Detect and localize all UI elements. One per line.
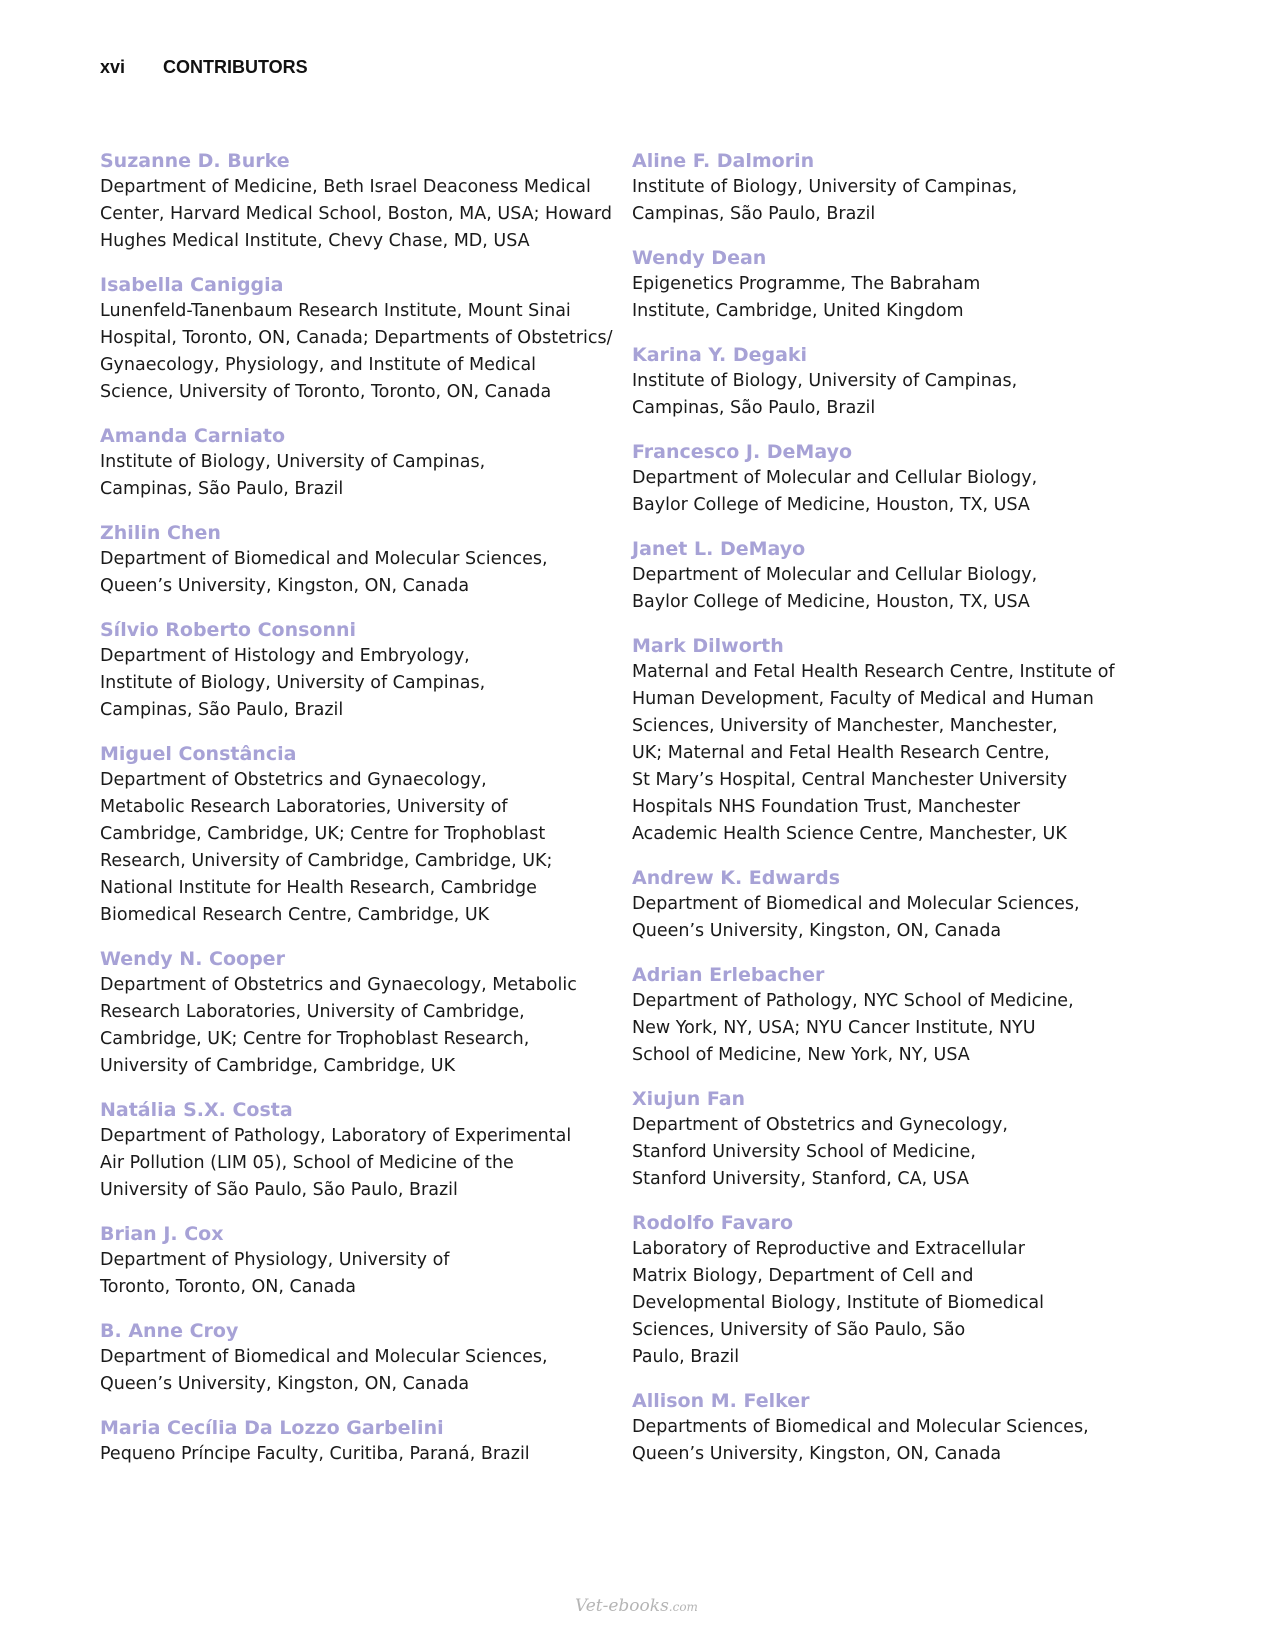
contributor-name: Francesco J. DeMayo bbox=[632, 441, 853, 463]
contributor-entry bbox=[100, 272, 620, 406]
contributor-entry bbox=[632, 439, 1152, 519]
watermark-suffix: .com bbox=[668, 1600, 698, 1614]
affiliation-line: Baylor College of Medicine, Houston, TX, USA bbox=[632, 495, 1030, 515]
affiliation-line: Cambridge, Cambridge, UK; Centre for Trophoblast bbox=[100, 824, 546, 844]
affiliation-line: Department of Pathology, Laboratory of Experimental bbox=[100, 1126, 572, 1146]
contributor-entry bbox=[100, 1318, 620, 1398]
affiliation-line: Department of Histology and Embryology, bbox=[100, 646, 470, 666]
affiliation-line: Campinas, São Paulo, Brazil bbox=[100, 700, 344, 720]
affiliation-line: Maternal and Fetal Health Research Centre, Institute of bbox=[632, 662, 1115, 682]
affiliation-line: Department of Obstetrics and Gynecology, bbox=[632, 1115, 1008, 1135]
affiliation-line: Baylor College of Medicine, Houston, TX, USA bbox=[632, 592, 1030, 612]
affiliation-line: Biomedical Research Centre, Cambridge, UK bbox=[100, 905, 490, 925]
contributor-name: Isabella Caniggia bbox=[100, 274, 284, 296]
affiliation-line: University of Cambridge, Cambridge, UK bbox=[100, 1056, 456, 1076]
contributor-entry bbox=[632, 1388, 1152, 1468]
contributor-entry bbox=[100, 423, 620, 503]
affiliation-line: Institute of Biology, University of Campinas, bbox=[632, 371, 1018, 391]
contributor-entry bbox=[632, 342, 1152, 422]
affiliation-line: Developmental Biology, Institute of Biomedical bbox=[632, 1293, 1044, 1313]
contributor-entry bbox=[100, 1221, 620, 1301]
contributor-name: Janet L. DeMayo bbox=[632, 538, 806, 560]
affiliation-line: Queen’s University, Kingston, ON, Canada bbox=[100, 1374, 470, 1394]
contributor-entry bbox=[100, 520, 620, 600]
affiliation-line: Hughes Medical Institute, Chevy Chase, MD, USA bbox=[100, 231, 530, 251]
contributor-entry bbox=[100, 617, 620, 724]
affiliation-line: Campinas, São Paulo, Brazil bbox=[632, 398, 876, 418]
affiliation-line: Hospitals NHS Foundation Trust, Manchester bbox=[632, 797, 1021, 817]
affiliation-line: Department of Biomedical and Molecular Sciences, bbox=[632, 894, 1080, 914]
contributor-name: Allison M. Felker bbox=[632, 1390, 810, 1412]
affiliation-line: Department of Biomedical and Molecular Sciences, bbox=[100, 1347, 548, 1367]
contributor-entry bbox=[100, 1415, 620, 1468]
affiliation-line: Air Pollution (LIM 05), School of Medicine of the bbox=[100, 1153, 514, 1173]
affiliation-line: Institute of Biology, University of Campinas, bbox=[100, 452, 486, 472]
affiliation-line: St Mary’s Hospital, Central Manchester University bbox=[632, 770, 1068, 790]
affiliation-line: Laboratory of Reproductive and Extracellular bbox=[632, 1239, 1025, 1259]
affiliation-line: Toronto, Toronto, ON, Canada bbox=[100, 1277, 357, 1297]
contributor-entry bbox=[632, 962, 1152, 1069]
contributor-entry bbox=[632, 245, 1152, 325]
contributor-entry bbox=[632, 536, 1152, 616]
affiliation-line: Sciences, University of Manchester, Manchester, bbox=[632, 716, 1058, 736]
affiliation-line: Paulo, Brazil bbox=[632, 1347, 740, 1367]
contributor-name: Sílvio Roberto Consonni bbox=[100, 619, 357, 641]
affiliation-line: National Institute for Health Research, Cambridge bbox=[100, 878, 537, 898]
affiliation-line: Gynaecology, Physiology, and Institute of Medical bbox=[100, 355, 537, 375]
contributor-name: Wendy N. Cooper bbox=[100, 948, 285, 970]
contributor-name: Mark Dilworth bbox=[632, 635, 784, 657]
contributor-entry bbox=[632, 865, 1152, 945]
contributor-name: Rodolfo Favaro bbox=[632, 1212, 794, 1234]
affiliation-line: Department of Biomedical and Molecular Sciences, bbox=[100, 549, 548, 569]
affiliation-line: Department of Molecular and Cellular Biology, bbox=[632, 468, 1038, 488]
contributor-entry bbox=[100, 1097, 620, 1204]
affiliation-line: Stanford University School of Medicine, bbox=[632, 1142, 976, 1162]
contributor-name: Karina Y. Degaki bbox=[632, 344, 808, 366]
affiliation-line: Hospital, Toronto, ON, Canada; Departments of Obstetrics/ bbox=[100, 328, 613, 348]
affiliation-line: Queen’s University, Kingston, ON, Canada bbox=[100, 576, 470, 596]
contributor-name: Andrew K. Edwards bbox=[632, 867, 841, 889]
page-number: xvi bbox=[100, 57, 126, 77]
affiliation-line: New York, NY, USA; NYU Cancer Institute, NYU bbox=[632, 1018, 1036, 1038]
contributor-name: Maria Cecília Da Lozzo Garbelini bbox=[100, 1417, 444, 1439]
affiliation-line: Department of Medicine, Beth Israel Deaconess Medical bbox=[100, 177, 591, 197]
affiliation-line: Queen’s University, Kingston, ON, Canada bbox=[632, 921, 1002, 941]
contributor-entry bbox=[632, 1210, 1152, 1371]
affiliation-line: Department of Obstetrics and Gynaecology, bbox=[100, 770, 487, 790]
contributor-name: Brian J. Cox bbox=[100, 1223, 224, 1245]
section-title: CONTRIBUTORS bbox=[163, 57, 308, 77]
affiliation-line: Center, Harvard Medical School, Boston, MA, USA; Howard bbox=[100, 204, 612, 224]
affiliation-line: Institute of Biology, University of Campinas, bbox=[100, 673, 486, 693]
contributor-entry bbox=[100, 148, 620, 255]
affiliation-line: Cambridge, UK; Centre for Trophoblast Research, bbox=[100, 1029, 530, 1049]
affiliation-line: Human Development, Faculty of Medical and Human bbox=[632, 689, 1094, 709]
contributor-entry bbox=[100, 741, 620, 929]
affiliation-line: Stanford University, Stanford, CA, USA bbox=[632, 1169, 969, 1189]
watermark-logo bbox=[575, 1596, 698, 1616]
contributor-name: Xiujun Fan bbox=[632, 1088, 746, 1110]
affiliation-line: Sciences, University of São Paulo, São bbox=[632, 1320, 966, 1340]
contributor-name: Suzanne D. Burke bbox=[100, 150, 290, 172]
affiliation-line: Campinas, São Paulo, Brazil bbox=[632, 204, 876, 224]
contributor-entry bbox=[632, 1086, 1152, 1193]
affiliation-line: Matrix Biology, Department of Cell and bbox=[632, 1266, 974, 1286]
affiliation-line: Department of Physiology, University of bbox=[100, 1250, 450, 1270]
contributor-entry bbox=[100, 946, 620, 1080]
affiliation-line: Institute of Biology, University of Campinas, bbox=[632, 177, 1018, 197]
affiliation-line: Metabolic Research Laboratories, University of bbox=[100, 797, 508, 817]
contributor-entry bbox=[632, 633, 1152, 848]
running-head bbox=[100, 57, 308, 78]
contributor-name: Amanda Carniato bbox=[100, 425, 286, 447]
affiliation-line: Department of Obstetrics and Gynaecology, Metabolic bbox=[100, 975, 577, 995]
affiliation-line: Institute, Cambridge, United Kingdom bbox=[632, 301, 964, 321]
affiliation-line: Research Laboratories, University of Cambridge, bbox=[100, 1002, 525, 1022]
contributor-name: Miguel Constância bbox=[100, 743, 297, 765]
affiliation-line: Departments of Biomedical and Molecular Sciences, bbox=[632, 1417, 1089, 1437]
affiliation-line: Science, University of Toronto, Toronto, ON, Canada bbox=[100, 382, 552, 402]
watermark-text: Vet-ebooks bbox=[575, 1596, 669, 1616]
contributors-column-right bbox=[632, 148, 1152, 1485]
contributor-name: Zhilin Chen bbox=[100, 522, 221, 544]
affiliation-line: School of Medicine, New York, NY, USA bbox=[632, 1045, 970, 1065]
affiliation-line: Pequeno Príncipe Faculty, Curitiba, Paraná, Brazil bbox=[100, 1444, 530, 1464]
affiliation-line: University of São Paulo, São Paulo, Brazil bbox=[100, 1180, 458, 1200]
contributor-name: B. Anne Croy bbox=[100, 1320, 239, 1342]
affiliation-line: Queen’s University, Kingston, ON, Canada bbox=[632, 1444, 1002, 1464]
affiliation-line: Research, University of Cambridge, Cambridge, UK; bbox=[100, 851, 553, 871]
affiliation-line: Campinas, São Paulo, Brazil bbox=[100, 479, 344, 499]
affiliation-line: Epigenetics Programme, The Babraham bbox=[632, 274, 981, 294]
affiliation-line: Lunenfeld-Tanenbaum Research Institute, Mount Sinai bbox=[100, 301, 571, 321]
contributor-entry bbox=[632, 148, 1152, 228]
contributors-column-left bbox=[100, 148, 620, 1485]
affiliation-line: UK; Maternal and Fetal Health Research Centre, bbox=[632, 743, 1050, 763]
contributor-name: Wendy Dean bbox=[632, 247, 767, 269]
contributor-name: Adrian Erlebacher bbox=[632, 964, 825, 986]
affiliation-line: Department of Molecular and Cellular Biology, bbox=[632, 565, 1038, 585]
contributor-name: Natália S.X. Costa bbox=[100, 1099, 293, 1121]
contributor-name: Aline F. Dalmorin bbox=[632, 150, 815, 172]
affiliation-line: Department of Pathology, NYC School of Medicine, bbox=[632, 991, 1074, 1011]
affiliation-line: Academic Health Science Centre, Manchester, UK bbox=[632, 824, 1067, 844]
